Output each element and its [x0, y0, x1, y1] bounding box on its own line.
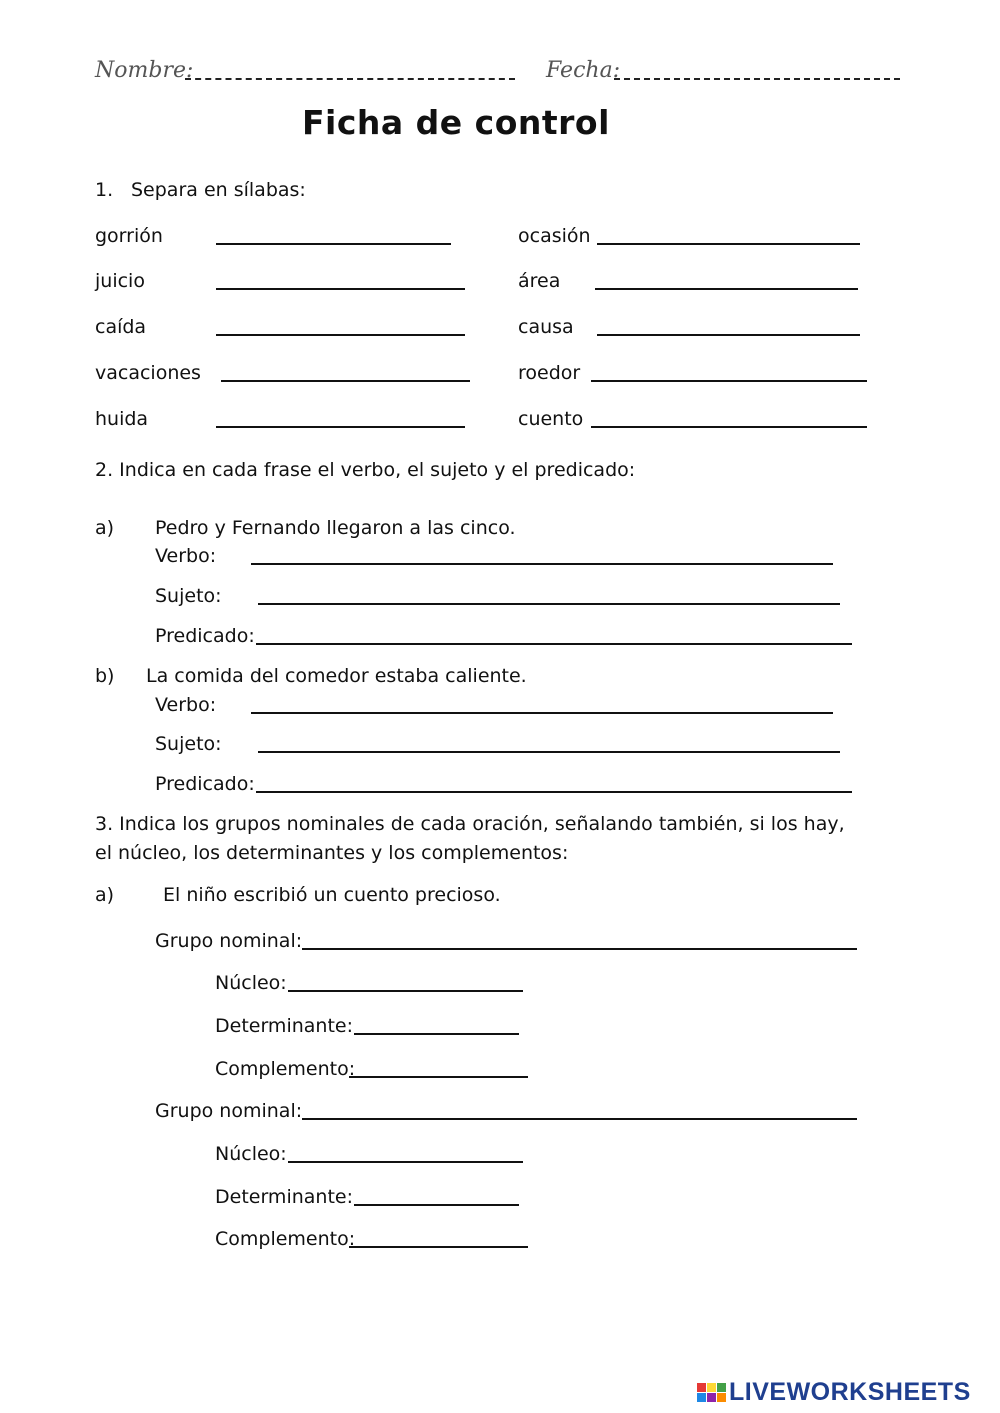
determiner-answer-line[interactable]	[354, 1033, 519, 1035]
logo-block	[697, 1383, 706, 1392]
brand-name: LIVEWORKSHEETS	[729, 1378, 971, 1406]
item-letter: a)	[95, 884, 115, 906]
nucleus-answer-line[interactable]	[288, 1161, 523, 1163]
predicate-label: Predicado:	[155, 625, 255, 647]
name-field[interactable]	[185, 78, 515, 80]
item-letter: a)	[95, 517, 115, 539]
nucleus-label: Núcleo:	[215, 972, 287, 994]
subject-answer-line[interactable]	[258, 751, 840, 753]
determiner-answer-line[interactable]	[354, 1204, 519, 1206]
word-left-1: gorrión	[95, 225, 163, 247]
predicate-answer-line[interactable]	[256, 643, 852, 645]
word-right-4: roedor	[518, 362, 581, 384]
logo-block	[717, 1393, 726, 1402]
subject-label: Sujeto:	[155, 733, 222, 755]
word-right-3: causa	[518, 316, 574, 338]
answer-line[interactable]	[221, 380, 470, 382]
determiner-label: Determinante:	[215, 1186, 353, 1208]
nucleus-label: Núcleo:	[215, 1143, 287, 1165]
answer-line[interactable]	[597, 334, 860, 336]
word-left-4: vacaciones	[95, 362, 201, 384]
nucleus-answer-line[interactable]	[288, 990, 523, 992]
answer-line[interactable]	[216, 334, 465, 336]
verb-answer-line[interactable]	[251, 712, 833, 714]
word-left-5: huida	[95, 408, 149, 430]
page-title: Ficha de control	[302, 103, 610, 142]
answer-line[interactable]	[216, 288, 465, 290]
word-right-2: área	[518, 270, 561, 292]
complement-label: Complemento:	[215, 1228, 356, 1250]
verb-label: Verbo:	[155, 694, 217, 716]
nominal-group-label: Grupo nominal:	[155, 1100, 303, 1122]
logo-block	[697, 1393, 706, 1402]
complement-answer-line[interactable]	[349, 1246, 528, 1248]
nominal-group-answer-line[interactable]	[302, 1118, 857, 1120]
nominal-group-label: Grupo nominal:	[155, 930, 303, 952]
answer-line[interactable]	[216, 426, 465, 428]
name-label: Nombre:	[95, 58, 194, 83]
date-field[interactable]	[614, 78, 900, 80]
logo-block	[707, 1383, 716, 1392]
complement-label: Complemento:	[215, 1058, 356, 1080]
date-label: Fecha:	[546, 58, 621, 83]
word-right-1: ocasión	[518, 225, 591, 247]
word-left-2: juicio	[95, 270, 145, 292]
verb-answer-line[interactable]	[251, 563, 833, 565]
sentence: El niño escribió un cuento precioso.	[163, 884, 501, 906]
logo-block	[717, 1383, 726, 1392]
word-left-3: caída	[95, 316, 147, 338]
answer-line[interactable]	[591, 426, 867, 428]
nominal-group-answer-line[interactable]	[302, 948, 857, 950]
sentence: Pedro y Fernando llegaron a las cinco.	[155, 517, 516, 539]
subject-answer-line[interactable]	[258, 603, 840, 605]
answer-line[interactable]	[597, 243, 860, 245]
answer-line[interactable]	[216, 243, 451, 245]
word-right-5: cuento	[518, 408, 584, 430]
liveworksheets-logo-icon	[697, 1383, 726, 1402]
answer-line[interactable]	[591, 380, 867, 382]
verb-label: Verbo:	[155, 545, 217, 567]
section3-heading-line1: 3. Indica los grupos nominales de cada oración, señalando también, si los hay,	[95, 813, 845, 835]
subject-label: Sujeto:	[155, 585, 222, 607]
answer-line[interactable]	[595, 288, 858, 290]
complement-answer-line[interactable]	[349, 1076, 528, 1078]
section3-heading-line2: el núcleo, los determinantes y los complementos:	[95, 842, 569, 864]
sentence: La comida del comedor estaba caliente.	[146, 665, 527, 687]
predicate-answer-line[interactable]	[256, 791, 852, 793]
section2-heading: 2. Indica en cada frase el verbo, el sujeto y el predicado:	[95, 459, 636, 481]
predicate-label: Predicado:	[155, 773, 255, 795]
section1-number: 1.	[95, 179, 114, 201]
section1-instruction: Separa en sílabas:	[131, 179, 306, 201]
item-letter: b)	[95, 665, 115, 687]
logo-block	[707, 1393, 716, 1402]
determiner-label: Determinante:	[215, 1015, 353, 1037]
